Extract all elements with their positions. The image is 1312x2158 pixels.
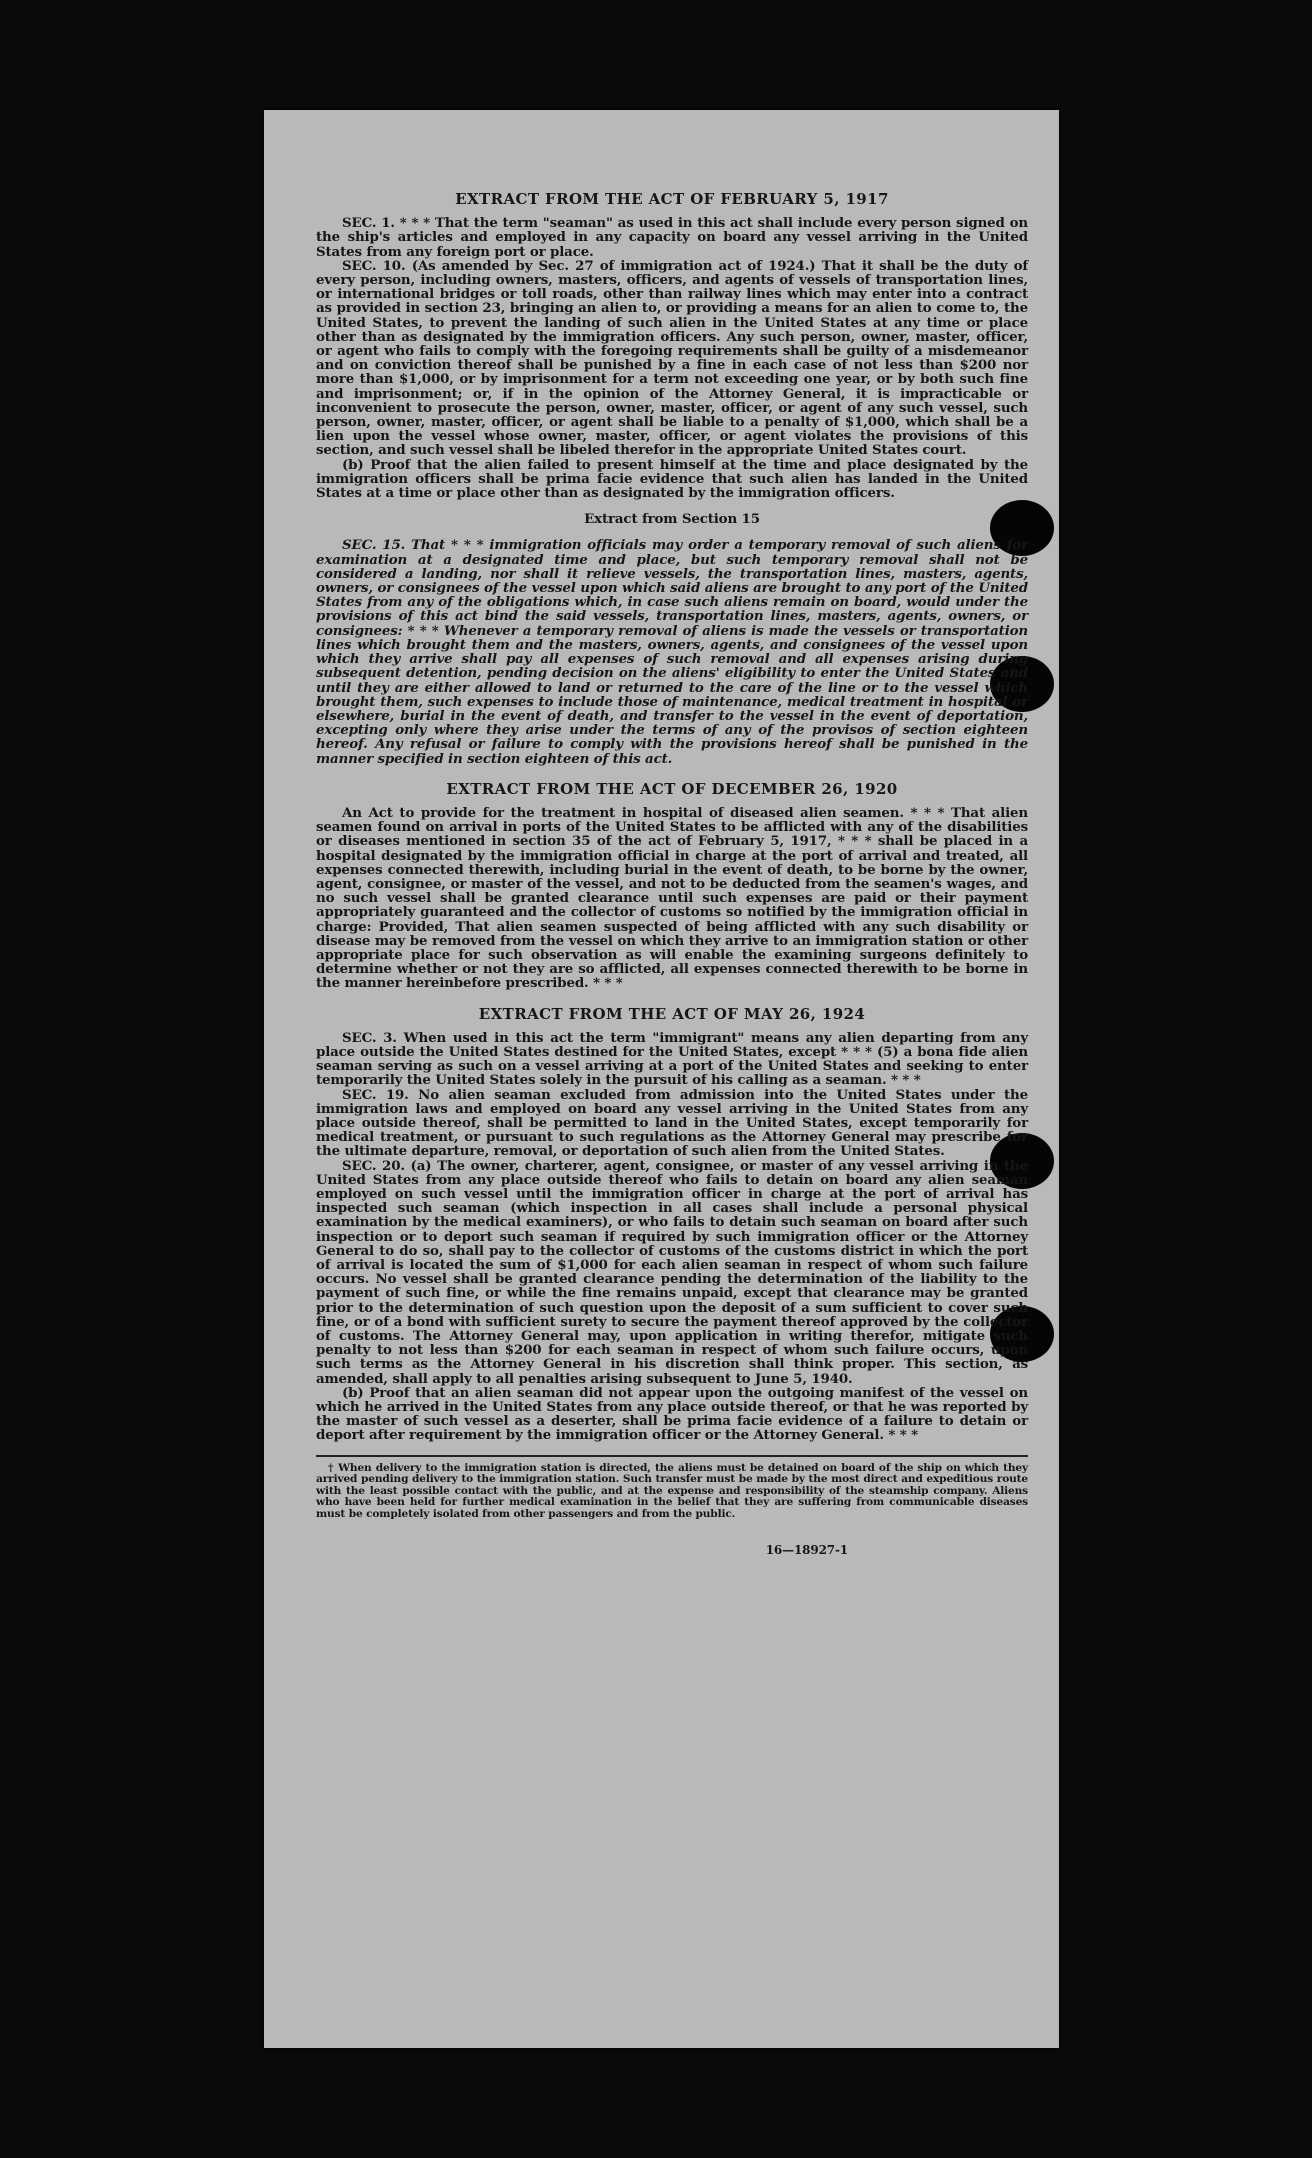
section-1: SEC. 1. * * * That the term "seaman" as used in this act shall include every person signed on the ship's articles and employed in any capacity on board any vessel arriving in the United States from any foreign port or place. bbox=[316, 215, 1028, 260]
section-10: SEC. 10. (As amended by Sec. 27 of immigration act of 1924.) That it shall be the duty of every person, including owners, masters, officers, and agents of vessels of transportation lines, or international bridges or toll roads, other than railway lines which may enter into a contract as provided in section 23, bringing an alien to, or providing a means for an alien to come to, the United States, to prevent the landing of such alien in the United States at any time or place other than as designated by the immigration officers. Any such person, owner, master, officer, or agent who fails to comply with the foregoing requirements shall be guilty of a misdemeanor and on conviction thereof shall be punished by a fine in each case of not less than $200 nor more than $1,000, or by imprisonment for a term not exceeding one year, or by both such fine and imprisonment; or, if in the opinion of the Attorney General, it is impracticable or inconvenient to prosecute the person, owner, master, officer, or agent of any such vessel, such person, owner, master, officer, or agent shall be liable to a penalty of $1,000, which shall be a lien upon the vessel whose owner, master, officer, or agent violates the provisions of this section, and such vessel shall be libeled therefor in the appropriate United States court. bbox=[316, 257, 1028, 459]
act-1920-text: An Act to provide for the treatment in hospital of diseased alien seamen. * * * That alien seamen found on arrival in ports of the United States to be afflicted with any of the disabilities or diseases mentioned in section 35 of the act of February 5, 1917, * * * shall be placed in a hospital designated by the immigration official in charge at the port of arrival and treated, all expenses connected therewith, including burial in the event of death, to be borne by the owner, agent, consignee, or master of the vessel, and not to be deducted from the seamen's wages, and no such vessel shall be granted clearance until such expenses are paid or their payment appropriately guaranteed and the collector of customs so notified by the immigration official in charge: Provided, That alien seamen suspected of being afflicted with any such disability or disease may be removed from the vessel on which they arrive to an immigration station or other appropriate place for such observation as will enable the examining surgeons definitely to determine whether or not they are so afflicted, all expenses connected therewith to be borne in the manner hereinbefore prescribed. * * * bbox=[316, 804, 1028, 992]
footnote: † When delivery to the immigration station is directed, the aliens must be detained on board of the ship on which they arrived pending delivery to the immigration station. Such transfer must be made by the most direct and expeditious route with the least possible contact with the public, and at the expense and responsibility of the steamship company. Aliens who have been held for further medical examination in the belief that they are suffering from communicable diseases must be completely isolated from other passengers and from the public. bbox=[316, 1461, 1028, 1521]
document-page bbox=[264, 110, 1059, 2048]
heading-act-1920: EXTRACT FROM THE ACT OF DECEMBER 26, 1920 bbox=[446, 779, 898, 798]
document-body bbox=[316, 192, 1028, 1557]
section-15: SEC. 15. That * * * immigration officials may order a temporary removal of such aliens for examination at a designated time and place, but such temporary removal shall not be considered a landing, nor shall it relieve vessels, the transportation lines, masters, agents, owners, or consignees of the vessel upon which said aliens are brought to any port of the United States from any of the obligations which, in case such aliens remain on board, would under the provisions of this act bind the said vessels, transportation lines, masters, agents, owners, or consignees: * * * Whenever a temporary removal of aliens is made the vessels or transportation lines which brought them and the masters, owners, agents, and consignees of the vessel upon which they arrive shall pay all expenses of such removal and all expenses arising during subsequent detention, pending decision on the aliens' eligibility to enter the United States and until they are either allowed to land or returned to the care of the line or to the vessel which brought them, such expenses to include those of maintenance, medical treatment in hospital or elsewhere, burial in the event of death, and transfer to the vessel in the event of deportation, excepting only where they arise under the terms of any of the provisos of section eighteen hereof. Any refusal or failure to comply with the provisions hereof shall be punished in the manner specified in section eighteen of this act. bbox=[316, 537, 1028, 767]
section-10b: (b) Proof that the alien failed to present himself at the time and place designated by the immigration officers shall be prima facie evidence that such alien has landed in the United States at a time or place other than as designated by the immigration officers. bbox=[316, 456, 1028, 502]
form-code: 16—18927-1 bbox=[765, 1542, 848, 1557]
heading-act-1917: EXTRACT FROM THE ACT OF FEBRUARY 5, 1917 bbox=[455, 190, 889, 208]
footnote-divider bbox=[316, 1455, 1028, 1457]
section-20a: SEC. 20. (a) The owner, charterer, agent, consignee, or master of any vessel arriving in the United States from any place outside thereof who fails to detain on board any alien seaman employed on such vessel until the immigration officer in charge at the port of arrival has inspected such seaman (which inspection in all cases shall include a personal physical examination by the medical examiners), or who fails to detain such seaman on board after such inspection or to deport such seaman if required by such immigration officer or the Attorney General to do so, shall pay to the collector of customs of the customs district in which the port of arrival is located the sum of $1,000 for each alien seaman in respect of whom such failure occurs. No vessel shall be granted clearance pending the determination of the liability to the payment of such fine, or while the fine remains unpaid, except that clearance may be granted prior to the determination of such question upon the deposit of a sum sufficient to cover such fine, or of a bond with sufficient surety to secure the payment thereof approved by the collector of customs. The Attorney General may, upon application in writing therefor, mitigate such penalty to not less than $200 for each seaman in respect of whom such failure occurs, upon such terms as the Attorney General in his discretion shall think proper. This section, as amended, shall apply to all penalties arising subsequent to June 5, 1940. bbox=[316, 1157, 1028, 1387]
section-20b: (b) Proof that an alien seaman did not appear upon the outgoing manifest of the vessel on which he arrived in the United States from any place outside thereof, or that he was reported by the master of such vessel as a deserter, shall be prima facie evidence of a failure to detain or deport after requirement by the immigration officer or the Attorney General. * * * bbox=[316, 1384, 1028, 1444]
section-3: SEC. 3. When used in this act the term "immigrant" means any alien departing from any place outside the United States destined for the United States, except * * * (5) a bona fide alien seaman serving as such on a vessel arriving at a port of the United States and seeking to enter temporarily the United States solely in the pursuit of his calling as a seaman. * * * bbox=[316, 1029, 1028, 1089]
heading-act-1924: EXTRACT FROM THE ACT OF MAY 26, 1924 bbox=[478, 1004, 866, 1023]
section-19: SEC. 19. No alien seaman excluded from admission into the United States under the immigration laws and employed on board any vessel arriving in the United States from any place outside thereof, shall be permitted to land in the United States, except temporarily for medical treatment, or pursuant to such regulations as the Attorney General may prescribe for the ultimate departure, removal, or deportation of such alien from the United States. bbox=[316, 1086, 1028, 1160]
heading-section-15: Extract from Section 15 bbox=[584, 511, 760, 528]
